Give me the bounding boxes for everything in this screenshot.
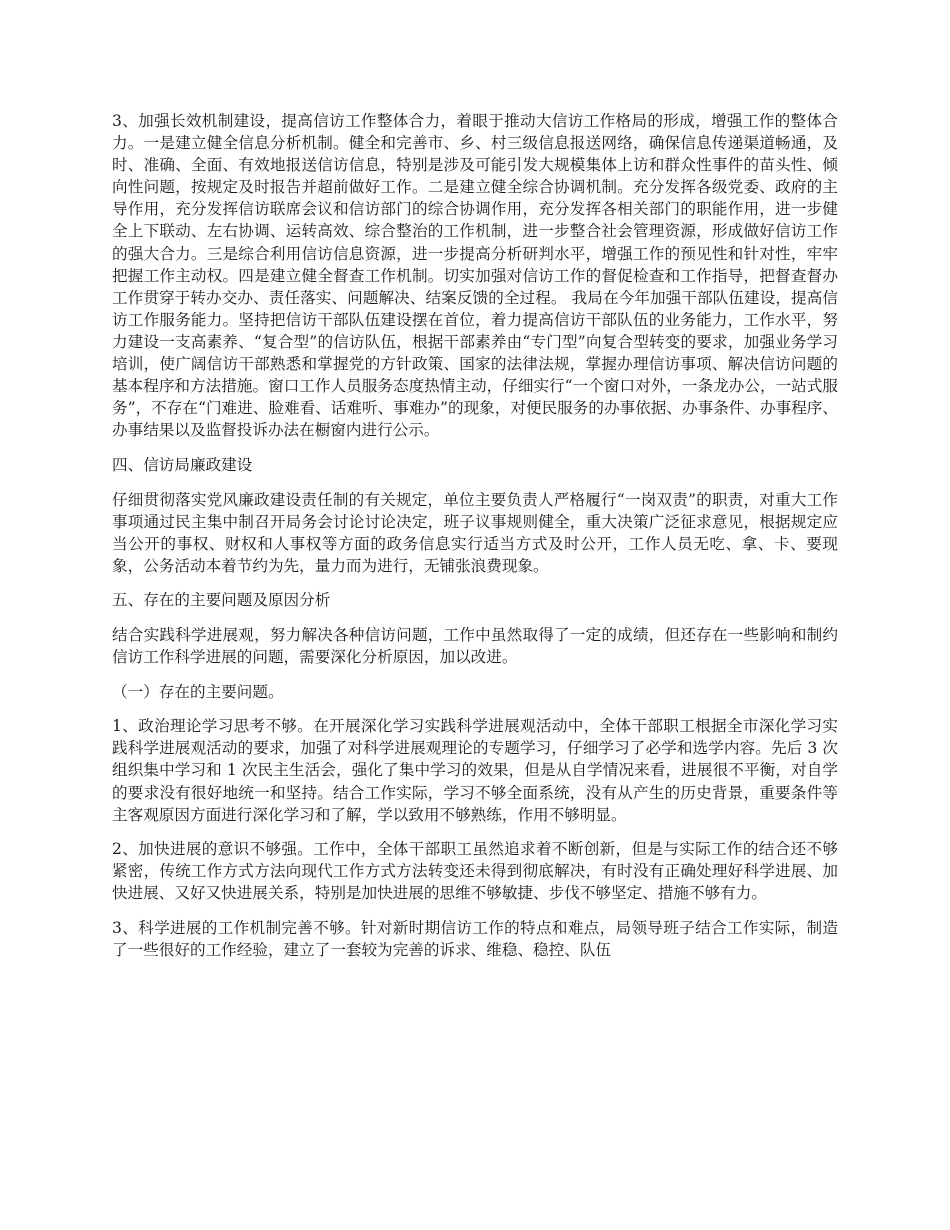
paragraph-mechanism-building: 3、加强长效机制建设，提高信访工作整体合力，着眼于推动大信访工作格局的形成，增强工作的整体合力。一是建立健全信息分析机制。健全和完善市、乡、村三级信息报送网络，确保信息传递渠道畅通，及时、准确、全面、有效地报送信访信息，特别是涉及可能引发大规模集体上访和群众性事件的苗头性、倾向性问题，按规定及时报告并超前做好工作。二是建立健全综合协调机制。充分发挥各级党委、政府的主导作用，充分发挥信访联席会议和信访部门的综合协调作用，充分发挥各相关部门的职能作用，进一步健全上下联动、左右协调、运转高效、综合整治的工作机制，进一步整合社会管理资源，形成做好信访工作的强大合力。三是综合利用信访信息资源，进一步提高分析研判水平，增强工作的预见性和针对性，牢牢把握工作主动权。四是建立健全督查工作机制。切实加强对信访工作的督促检查和工作指导，把督查督办工作贯穿于转办交办、责任落实、问题解决、结案反馈的全过程。 我局在今年加强干部队伍建设，提高信访工作服务能力。坚持把信访干部队伍建设摆在首位，着力提高信访干部队伍的业务能力，工作水平，努力建设一支高素养、“复合型”的信访队伍，根据干部素养由“专门型”向复合型转变的要求，加强业务学习培训，使广阔信访干部熟悉和掌握党的方针政策、国家的法律法规，掌握办理信访事项、解决信访问题的基本程序和方法措施。窗口工作人员服务态度热情主动，仔细实行“一个窗口对外，一条龙办公，一站式服务”，不存在“门难进、脸难看、话难听、事难办”的现象，对便民服务的办事依据、办事条件、办事程序、办事结果以及监督投诉办法在橱窗内进行公示。 (112, 112, 838, 440)
paragraph-integrity: 仔细贯彻落实党风廉政建设责任制的有关规定，单位主要负责人严格履行“一岗双责”的职责，对重大工作事项通过民主集中制召开局务会讨论讨论决定，班子议事规则健全，重大决策广泛征求意见，根据规定应当公开的事权、财权和人事权等方面的政务信息实行适当方式及时公开，工作人员无吃、拿、卡、要现象，公务活动本着节约为先，量力而为进行，无铺张浪费现象。 (112, 490, 838, 575)
document-page (112, 110, 838, 974)
paragraph-problem-3: 3、科学进展的工作机制完善不够。针对新时期信访工作的特点和难点，局领导班子结合工作实际，制造了一些很好的工作经验，建立了一套较为完善的诉求、维稳、稳控、队伍 (112, 919, 838, 960)
paragraph-problem-1: 1、政治理论学习思考不够。在开展深化学习实践科学进展观活动中，全体干部职工根据全市深化学习实践科学进展观活动的要求，加强了对科学进展观理论的专题学习，仔细学习了必学和选学内容。先后 3 次组织集中学习和 1 次民主生活会，强化了集中学习的效果，但是从自学情况来看，进展很不平衡，对自学的要求没有很好地统一和坚持。结合工作实际，学习不够全面系统，没有从产生的历史背景，重要条件等主客观原因方面进行深化学习和了解，学以致用不够熟练，作用不够明显。 (112, 717, 838, 824)
section-heading-integrity: 四、信访局廉政建设 (112, 455, 253, 474)
subheading-main-problems: （一）存在的主要问题。 (112, 682, 284, 701)
section-heading-problems: 五、存在的主要问题及原因分析 (112, 591, 331, 610)
paragraph-problem-2: 2、加快进展的意识不够强。工作中，全体干部职工虽然追求着不断创新，但是与实际工作的结合还不够紧密，传统工作方式方法向现代工作方式方法转变还未得到彻底解决，有时没有正确处理好科学进展、加快进展、又好又快进展关系，特别是加快进展的思维不够敏捷、步伐不够坚定、措施不够有力。 (112, 840, 838, 903)
paragraph-problems-intro: 结合实践科学进展观，努力解决各种信访问题，工作中虽然取得了一定的成绩，但还存在一些影响和制约信访工作科学进展的问题，需要深化分析原因，加以改进。 (112, 625, 838, 667)
